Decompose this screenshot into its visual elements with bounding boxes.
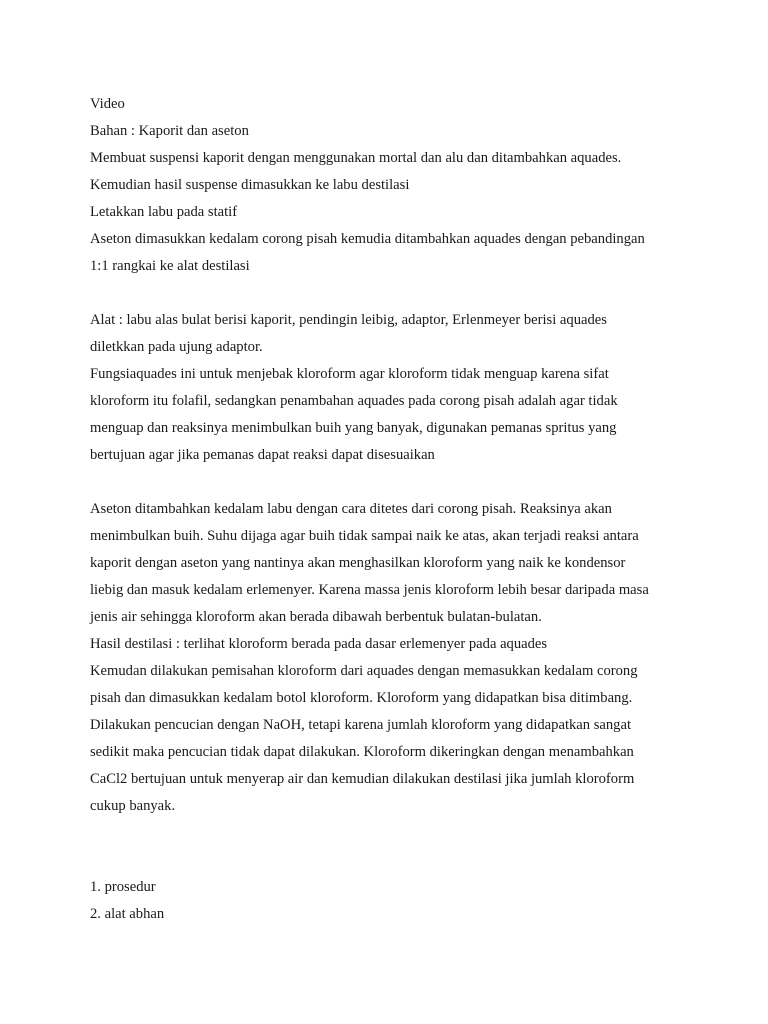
numbered-list bbox=[90, 874, 708, 928]
text-line: Fungsiaquades ini untuk menjebak kloroform agar kloroform tidak menguap karena sifat bbox=[90, 366, 609, 382]
text-line: Letakkan labu pada statif bbox=[90, 204, 238, 220]
text-line: menimbulkan buih. Suhu dijaga agar buih tidak sampai naik ke atas, akan terjadi reaksi antara bbox=[90, 528, 639, 544]
text-line: kaporit dengan aseton yang nantinya akan menghasilkan kloroform yang naik ke kondensor bbox=[90, 555, 626, 571]
text-line: diletkkan pada ujung adaptor. bbox=[90, 339, 263, 355]
text-line: Alat : labu alas bulat berisi kaporit, pendingin leibig, adaptor, Erlenmeyer berisi aquades bbox=[90, 312, 607, 328]
section-bahan bbox=[90, 91, 708, 280]
paragraph-gap bbox=[90, 469, 708, 496]
text-line: 1:1 rangkai ke alat destilasi bbox=[90, 258, 250, 274]
text-line: liebig dan masuk kedalam erlemenyer. Karena massa jenis kloroform lebih besar daripada masa bbox=[90, 582, 649, 598]
list-item: 2. alat abhan bbox=[90, 906, 165, 922]
text-line: Membuat suspensi kaporit dengan menggunakan mortal dan alu dan ditambahkan aquades. bbox=[90, 150, 622, 166]
paragraph-gap bbox=[90, 280, 708, 307]
section-alat bbox=[90, 307, 708, 469]
paragraph-gap bbox=[90, 820, 708, 874]
text-line: cukup banyak. bbox=[90, 798, 176, 814]
text-line: Hasil destilasi : terlihat kloroform berada pada dasar erlemenyer pada aquades bbox=[90, 636, 548, 652]
text-line: Kemudian hasil suspense dimasukkan ke labu destilasi bbox=[90, 177, 410, 193]
text-line: pisah dan dimasukkan kedalam botol kloroform. Kloroform yang didapatkan bisa ditimbang. bbox=[90, 690, 633, 706]
text-line: sedikit maka pencucian tidak dapat dilakukan. Kloroform dikeringkan dengan menambahkan bbox=[90, 744, 634, 760]
section-aseton bbox=[90, 496, 708, 820]
text-line: Video bbox=[90, 96, 125, 112]
text-line: CaCl2 bertujuan untuk menyerap air dan kemudian dilakukan destilasi jika jumlah kloroform bbox=[90, 771, 635, 787]
text-line: bertujuan agar jika pemanas dapat reaksi dapat disesuaikan bbox=[90, 447, 435, 463]
text-line: jenis air sehingga kloroform akan berada dibawah berbentuk bulatan-bulatan. bbox=[90, 609, 542, 625]
text-line: Aseton dimasukkan kedalam corong pisah kemudia ditambahkan aquades dengan pebandingan bbox=[90, 231, 645, 247]
text-line: Aseton ditambahkan kedalam labu dengan cara ditetes dari corong pisah. Reaksinya akan bbox=[90, 501, 612, 517]
text-line: Dilakukan pencucian dengan NaOH, tetapi karena jumlah kloroform yang didapatkan sangat bbox=[90, 717, 631, 733]
text-line: Bahan : Kaporit dan aseton bbox=[90, 123, 249, 139]
text-line: menguap dan reaksinya menimbulkan buih yang banyak, digunakan pemanas spritus yang bbox=[90, 420, 617, 436]
list-item: 1. prosedur bbox=[90, 879, 156, 895]
text-line: kloroform itu folafil, sedangkan penambahan aquades pada corong pisah adalah agar tidak bbox=[90, 393, 618, 409]
text-line: Kemudan dilakukan pemisahan kloroform dari aquades dengan memasukkan kedalam corong bbox=[90, 663, 638, 679]
